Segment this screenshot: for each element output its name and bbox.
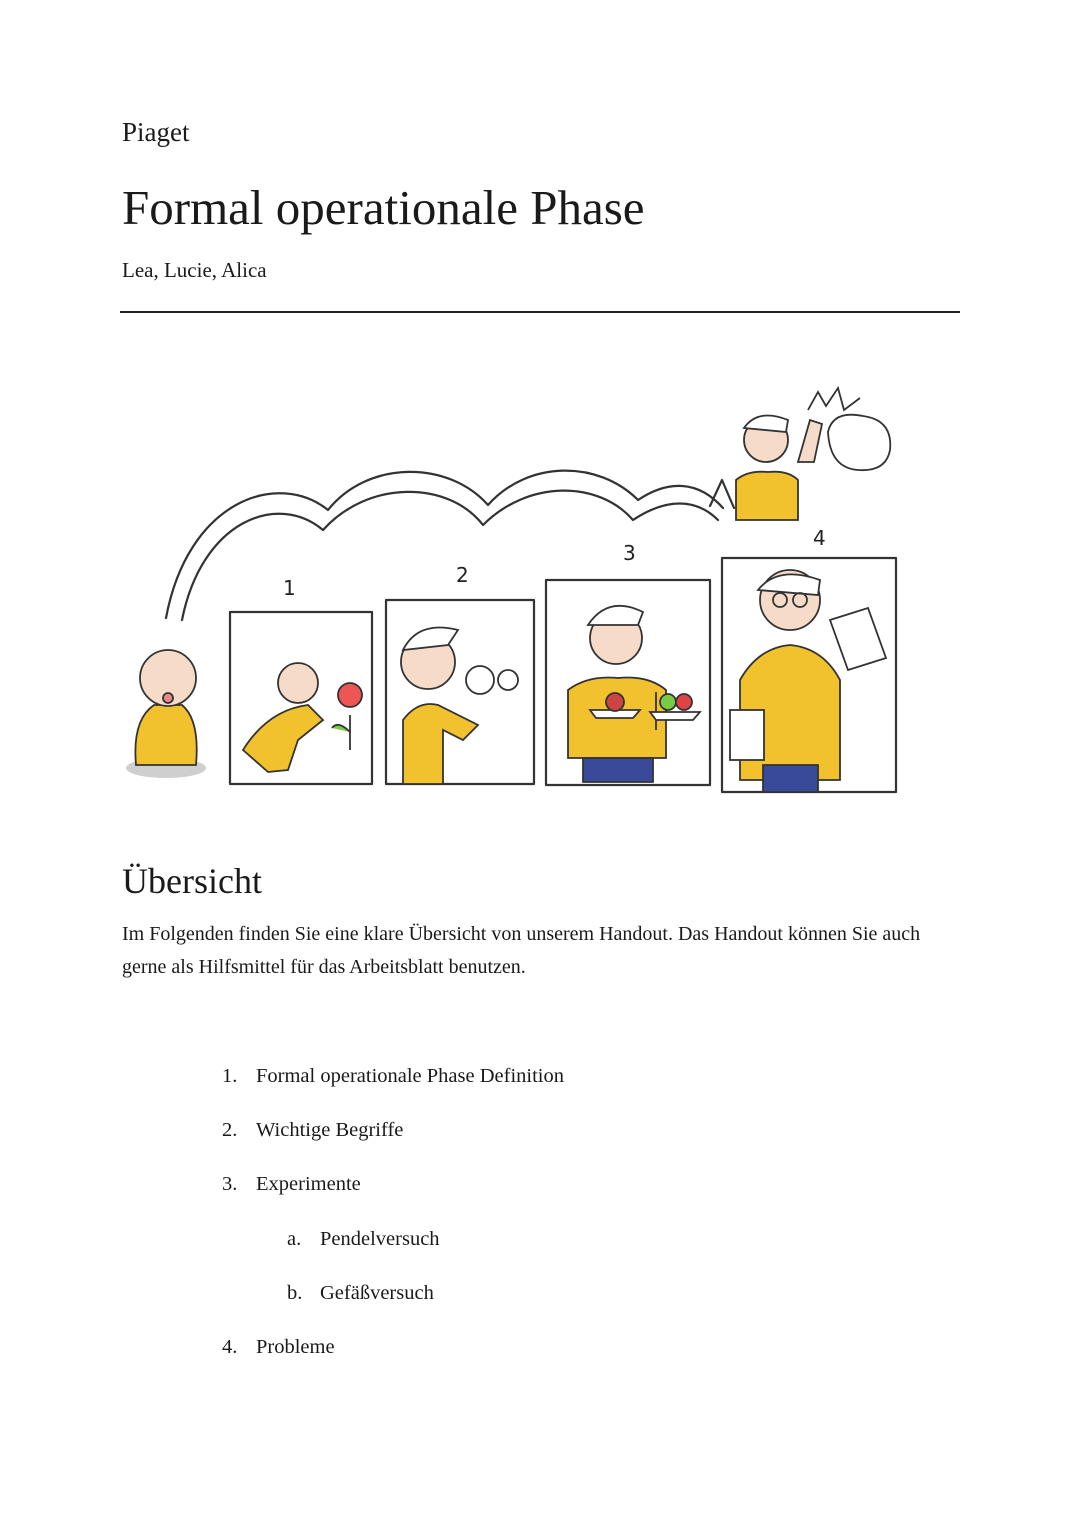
toc-item-label: Formal operationale Phase Definition: [256, 1065, 564, 1087]
toc-subitem: [287, 1224, 440, 1254]
stage-number-3: 3: [623, 541, 636, 565]
toc-item-number: 4.: [222, 1336, 238, 1358]
toc-subitem: [287, 1278, 434, 1308]
overview-text: Im Folgenden finden Sie eine klare Übersicht von unserem Handout. Das Handout können Sie auch gerne als Hilfsmittel für das Arbeitsblatt benutzen.: [122, 923, 921, 978]
toc-item: [222, 1115, 403, 1145]
toc-subitem-letter: a.: [287, 1228, 302, 1250]
child-with-scale: [568, 606, 700, 782]
document-title: Formal operationale Phase: [122, 180, 645, 235]
toc-item-label: Experimente: [256, 1173, 361, 1195]
toc-subitem-label: Pendelversuch: [320, 1228, 440, 1250]
child-with-magnifier: [401, 628, 518, 785]
toc-item-label: Probleme: [256, 1336, 335, 1358]
stage-number-4: 4: [813, 526, 826, 550]
toc-subitem-label: Gefäßversuch: [320, 1282, 434, 1304]
toc-item-label: Wichtige Begriffe: [256, 1119, 404, 1141]
toc-item: [222, 1061, 564, 1091]
adult-with-book: [730, 570, 886, 792]
toc-item-number: 2.: [222, 1119, 238, 1141]
progress-arrow: [166, 471, 723, 618]
toc-item: [222, 1169, 361, 1199]
toc-subitem-letter: b.: [287, 1282, 303, 1304]
toc-item: [222, 1332, 335, 1362]
baby-figure: [126, 650, 206, 778]
overview-heading: Übersicht: [122, 861, 262, 901]
header-label: Piaget: [122, 117, 190, 147]
development-stages-illustration: [118, 380, 918, 800]
toc-item-number: 1.: [222, 1065, 238, 1087]
stage-number-2: 2: [456, 563, 469, 587]
divider: [120, 311, 960, 313]
toc-item-number: 3.: [222, 1173, 238, 1195]
arrow-head: [710, 480, 734, 508]
authors: Lea, Lucie, Alica: [122, 258, 267, 282]
crawling-child: [243, 663, 362, 772]
high-five-figure: [736, 388, 890, 520]
stage-number-1: 1: [283, 576, 296, 600]
